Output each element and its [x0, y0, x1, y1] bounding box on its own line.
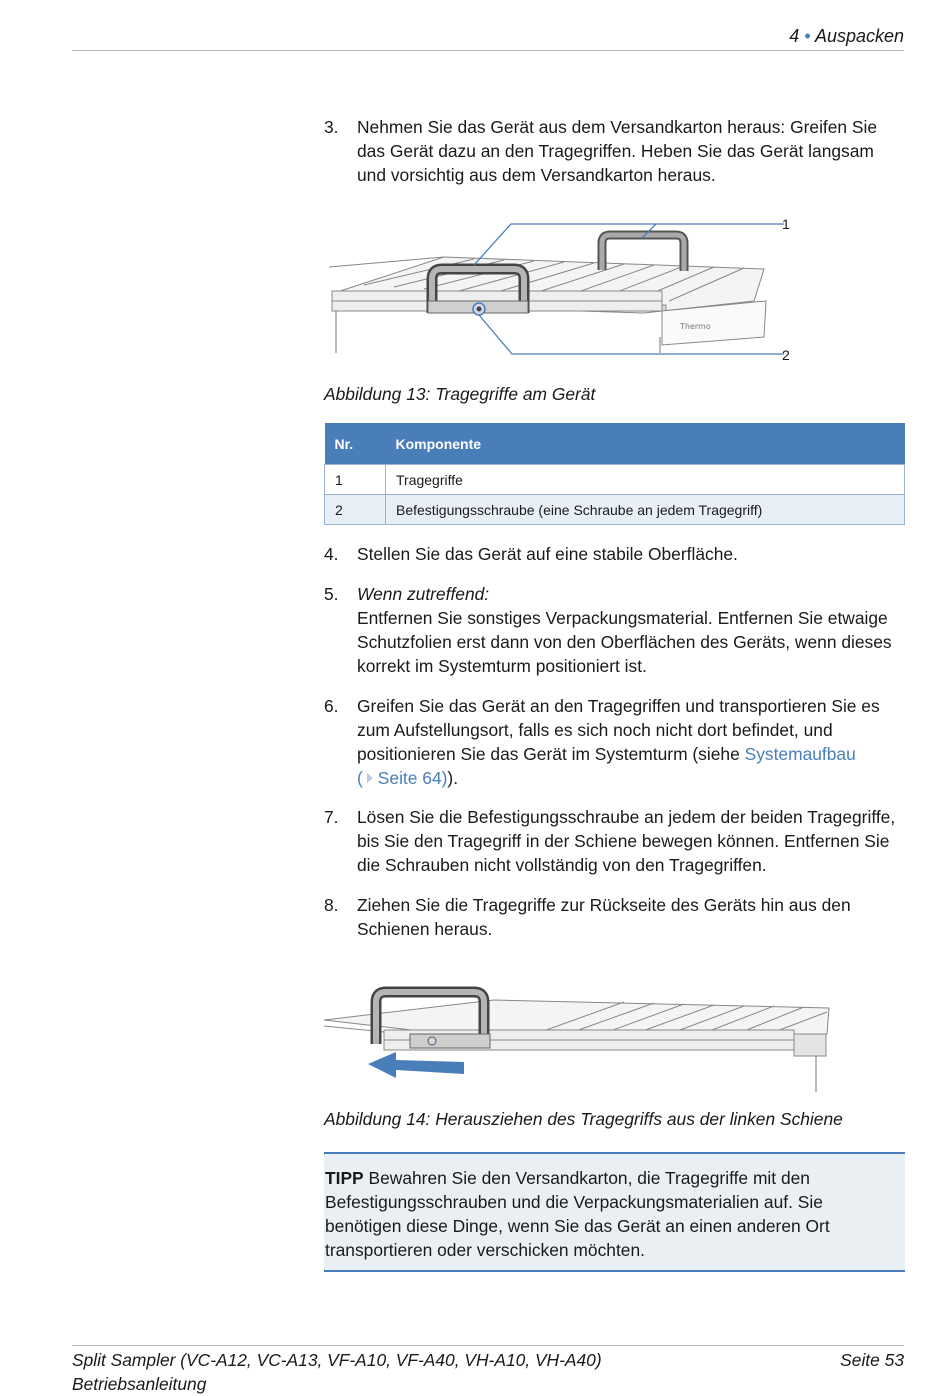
tip-box [324, 1152, 905, 1272]
figure-14-pull-handle [324, 982, 834, 1094]
step-text-line: die Schrauben nicht vollständig von den Tragegriffen. [357, 855, 767, 875]
tip-label: TIPP [325, 1168, 364, 1188]
step-text-line: das Gerät dazu an den Tragegriffen. Heben Sie das Gerät langsam [357, 141, 874, 161]
step-text: positionieren Sie das Gerät im Systemturm (siehe [357, 744, 745, 764]
step-text-line: bis Sie den Tragegriff in der Schiene bewegen können. Entfernen Sie [357, 831, 890, 851]
chapter-dot: • [804, 26, 811, 46]
step-text-line: Entfernen Sie sonstiges Verpackungsmaterial. Entfernen Sie etwaige [357, 608, 888, 628]
step-8 [324, 893, 909, 941]
step-7 [324, 805, 909, 877]
tip-line: benötigen diese Dinge, wenn Sie das Gerät an einen anderen Ort [325, 1216, 830, 1236]
callout-1-label: 1 [782, 216, 790, 232]
table-header-row [325, 423, 905, 465]
figure-13-device-handles [324, 205, 824, 370]
step-text-line [357, 766, 909, 790]
step-number: 8. [324, 895, 339, 915]
link-page-text: Seite 64) [377, 768, 448, 788]
column-header-komponente: Komponente [386, 423, 905, 465]
step-5 [324, 582, 909, 678]
tip-line [325, 1166, 830, 1190]
step-condition: Wenn zutreffend: [357, 584, 490, 604]
step-3 [324, 115, 909, 187]
product-name: Split Sampler (VC-A12, VC-A13, VF-A10, VF-A40, VH-A10, VH-A40) [72, 1350, 602, 1370]
step-number: 3. [324, 117, 339, 137]
step-text-line: Schutzfolien erst dann von den Oberflächen des Geräts, wenn dieses [357, 632, 892, 652]
callout-2-label: 2 [782, 347, 790, 363]
chapter-heading [789, 26, 904, 47]
footer-left [72, 1348, 602, 1396]
cell-nr: 2 [325, 495, 386, 525]
table-row [325, 465, 905, 495]
column-header-nr: Nr. [325, 423, 386, 465]
step-number: 6. [324, 696, 339, 716]
page-header [72, 26, 904, 51]
tip-line: transportieren oder verschicken möchten. [325, 1240, 645, 1260]
pull-direction-arrow-icon [368, 1052, 464, 1078]
cell-nr: 1 [325, 465, 386, 495]
step-number: 5. [324, 584, 339, 604]
step-text: ). [447, 768, 459, 788]
chapter-number: 4 [789, 26, 800, 46]
tip-line: Befestigungsschrauben und die Verpackungsmaterialien auf. Sie [325, 1192, 823, 1212]
systemaufbau-link[interactable]: Systemaufbau [744, 744, 856, 764]
page-arrow-icon [365, 771, 375, 785]
step-text-line: korrekt im Systemturm positioniert ist. [357, 656, 647, 676]
step-text-line: zum Aufstellungsort, falls es sich noch nicht dort befindet, und [357, 720, 833, 740]
page-footer [72, 1345, 904, 1394]
figure-13-caption: Abbildung 13: Tragegriffe am Gerät [324, 384, 596, 404]
step-6 [324, 694, 909, 790]
step-text-line: Lösen Sie die Befestigungsschraube an jedem der beiden Tragegriffe, [357, 807, 896, 827]
step-text-line [357, 742, 909, 766]
tip-line-text: Bewahren Sie den Versandkarton, die Tragegriffe mit den [363, 1168, 810, 1188]
step-text-line: Greifen Sie das Gerät an den Tragegriffen und transportieren Sie es [357, 696, 880, 716]
component-table [324, 423, 905, 525]
tip-text [325, 1166, 830, 1262]
step-number: 7. [324, 807, 339, 827]
table-row [325, 495, 905, 525]
link-paren: ( [357, 768, 363, 788]
page-number: Seite 53 [840, 1350, 904, 1370]
step-text-line: Nehmen Sie das Gerät aus dem Versandkarton heraus: Greifen Sie [357, 117, 878, 137]
chapter-title: Auspacken [814, 26, 904, 46]
cell-komponente: Tragegriffe [386, 465, 905, 495]
page-reference-link[interactable] [357, 768, 447, 788]
brand-logo: Thermo [680, 322, 711, 331]
figure-14-caption: Abbildung 14: Herausziehen des Tragegriffs aus der linken Schiene [324, 1109, 843, 1129]
step-text-line: Ziehen Sie die Tragegriffe zur Rückseite des Geräts hin aus den [357, 895, 851, 915]
document-type: Betriebsanleitung [72, 1374, 207, 1394]
cell-komponente: Befestigungsschraube (eine Schraube an jedem Tragegriff) [386, 495, 905, 525]
step-number: 4. [324, 544, 339, 564]
step-text-line: Schienen heraus. [357, 919, 493, 939]
step-text-line: Stellen Sie das Gerät auf eine stabile Oberfläche. [357, 544, 738, 564]
step-text-line: und vorsichtig aus dem Versandkarton heraus. [357, 165, 716, 185]
step-4 [324, 542, 909, 566]
